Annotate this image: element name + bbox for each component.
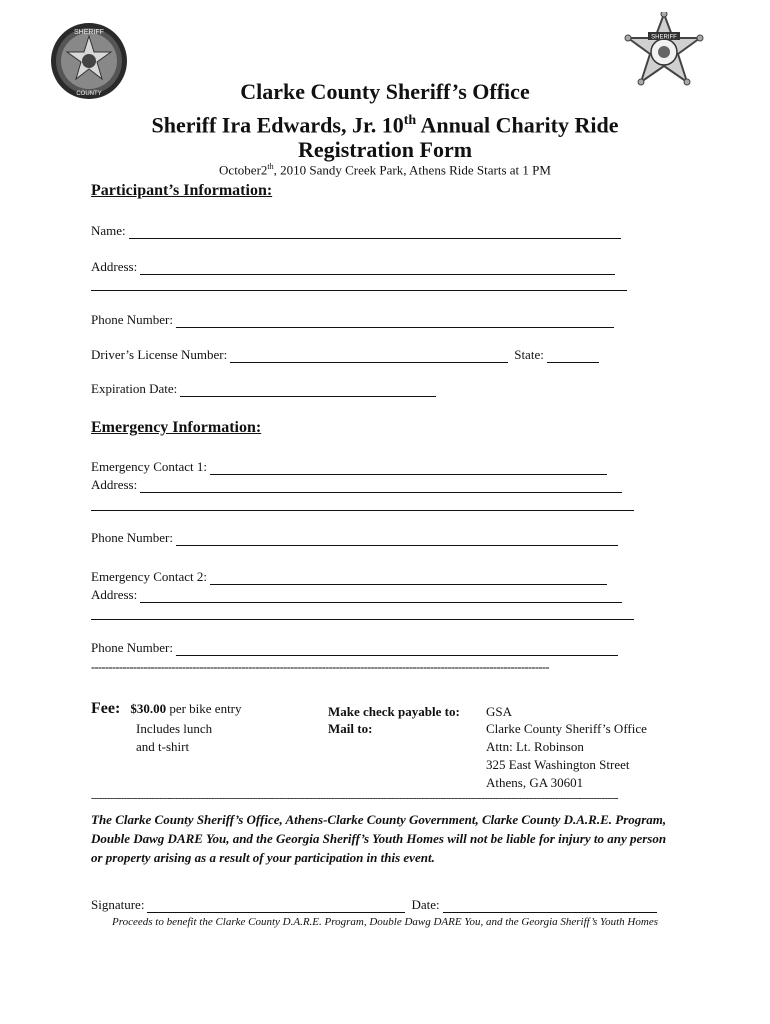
signature-label: Signature: <box>91 897 145 912</box>
emergency-phone1-input-line[interactable] <box>176 533 618 546</box>
dashed-separator-heavy: ----------------------------------------------------------------------------------------------------------------------------------- <box>91 660 549 674</box>
expiration-label: Expiration Date: <box>91 381 178 396</box>
emergency-contact2-input-line[interactable] <box>210 572 607 585</box>
fee-per-entry: per bike entry <box>166 701 242 716</box>
emergency-contact1-input-line[interactable] <box>210 462 607 475</box>
emergency-contact2-label: Emergency Contact 2: <box>91 569 208 584</box>
emergency-phone2-input-line[interactable] <box>176 643 618 656</box>
emergency-address1-field[interactable] <box>91 477 622 493</box>
date-label: Date: <box>411 897 440 912</box>
event-details-pre: October2 <box>219 162 268 178</box>
address-field[interactable] <box>91 259 615 275</box>
emergency-address2-field[interactable] <box>91 587 622 603</box>
emergency-contact1-label: Emergency Contact 1: <box>91 459 208 474</box>
emergency-address2-label: Address: <box>91 587 138 602</box>
emergency-address1-second-line[interactable] <box>91 510 634 511</box>
form-title-line2-sup: th <box>403 113 417 128</box>
name-label: Name: <box>91 223 126 238</box>
badge-right-label: SHERIFF <box>651 34 677 41</box>
license-label: Driver’s License Number: <box>91 347 228 362</box>
fee-includes-lunch: Includes lunch <box>136 721 213 736</box>
fee-amount: $30.00 <box>130 701 167 716</box>
phone-field[interactable] <box>91 312 614 328</box>
mail-line-1: Clarke County Sheriff’s Office <box>486 721 647 736</box>
emergency-heading: Emergency Information: <box>91 419 262 436</box>
address-second-line[interactable] <box>91 290 627 291</box>
fee-includes-tshirt: and t-shirt <box>136 739 190 754</box>
fee-block <box>91 700 242 718</box>
emergency-address1-input-line[interactable] <box>140 480 622 493</box>
fee-label: Fee: <box>91 700 121 717</box>
event-details-post: , 2010 Sandy Creek Park, Athens Ride Starts at 1 PM <box>273 162 551 178</box>
participant-heading: Participant’s Information: <box>91 182 273 199</box>
event-details <box>0 162 770 178</box>
date-input-line[interactable] <box>443 900 657 913</box>
name-input-line[interactable] <box>129 226 621 239</box>
form-title-line2 <box>0 107 770 139</box>
state-label: State: <box>514 347 544 362</box>
badge-left-bottom-label: COUNTY <box>76 91 102 97</box>
mail-line-3: 325 East Washington Street <box>486 757 630 772</box>
state-input-line[interactable] <box>547 350 599 363</box>
dashed-separator-thin: ------------------------------------------------------------------------------------------------------------------------------------------------------------------------------------------------- <box>91 793 618 804</box>
form-title-line2-pre: Sheriff Ira Edwards, Jr. 10 <box>151 112 404 138</box>
emergency-phone2-field[interactable] <box>91 640 618 656</box>
emergency-phone1-label: Phone Number: <box>91 530 173 545</box>
form-title-line2-post: Annual Charity Ride <box>416 112 619 138</box>
expiration-field[interactable] <box>91 381 436 397</box>
form-title-line3: Registration Form <box>297 137 473 162</box>
address-input-line[interactable] <box>140 262 615 275</box>
emergency-phone2-label: Phone Number: <box>91 640 173 655</box>
mail-line-2: Attn: Lt. Robinson <box>486 739 584 754</box>
emergency-address2-input-line[interactable] <box>140 590 622 603</box>
mail-label: Mail to: <box>328 721 373 736</box>
emergency-address2-second-line[interactable] <box>91 619 634 620</box>
mail-line-4: Athens, GA 30601 <box>486 775 584 790</box>
badge-left-label: SHERIFF <box>74 29 104 36</box>
event-details-sup: th <box>267 162 274 171</box>
payable-label: Make check payable to: <box>328 704 460 719</box>
license-field[interactable] <box>91 347 599 363</box>
phone-input-line[interactable] <box>176 315 614 328</box>
emergency-contact1-field[interactable] <box>91 459 607 475</box>
liability-disclaimer: The Clarke County Sheriff’s Office, Athens-Clarke County Government, Clarke County D.A.R.E. Program, Double Dawg DARE You, and the Georgia Sheriff’s Youth Homes will not be liable for injury to any person or property arising as a result of your participation in this event. <box>91 812 667 865</box>
emergency-phone1-field[interactable] <box>91 530 618 546</box>
form-title-line1: Clarke County Sheriff’s Office <box>240 79 530 104</box>
name-field[interactable] <box>91 223 621 239</box>
signature-input-line[interactable] <box>147 900 405 913</box>
license-input-line[interactable] <box>230 350 508 363</box>
proceeds-footer: Proceeds to benefit the Clarke County D.A.R.E. Program, Double Dawg DARE You, and the Georgia Sheriff’s Youth Homes <box>112 916 658 928</box>
address-label: Address: <box>91 259 138 274</box>
emergency-contact2-field[interactable] <box>91 569 607 585</box>
payable-value: GSA <box>486 704 513 719</box>
emergency-address1-label: Address: <box>91 477 138 492</box>
expiration-input-line[interactable] <box>180 384 436 397</box>
signature-field[interactable] <box>91 897 657 913</box>
phone-label: Phone Number: <box>91 312 173 327</box>
